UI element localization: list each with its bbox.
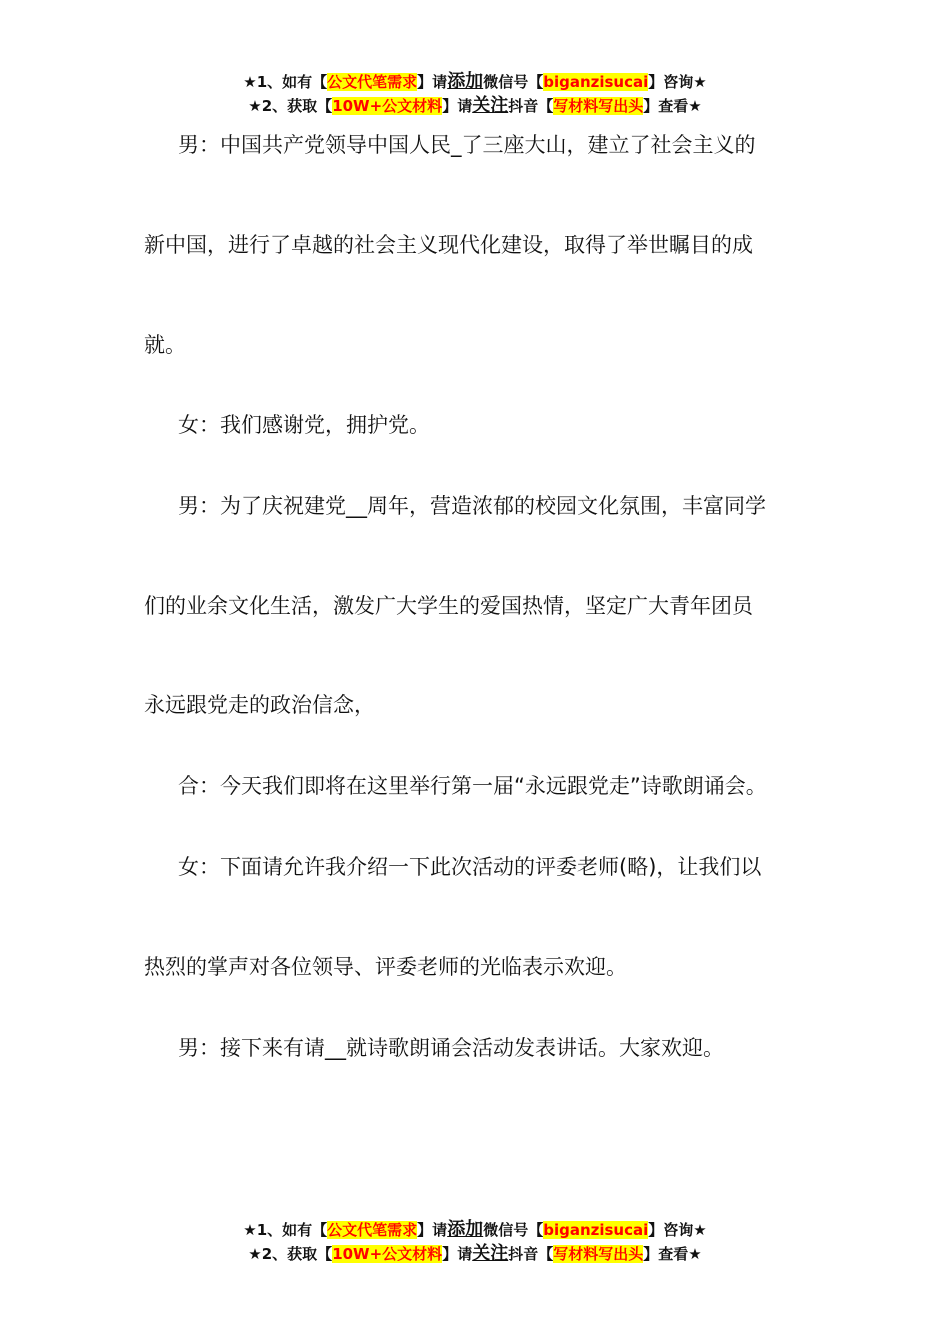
header-banner bbox=[0, 70, 950, 118]
banner-line-1 bbox=[0, 1218, 950, 1242]
banner-text: 抖音【 bbox=[508, 1245, 554, 1263]
paragraph-line: 男：中国共产党领导中国人民_了三座大山，建立了社会主义的 bbox=[178, 133, 756, 157]
banner-emphasis: 添加 bbox=[447, 71, 484, 92]
banner-highlight: biganzisucai bbox=[543, 1221, 649, 1239]
paragraph-line: 男：为了庆祝建党__周年，营造浓郁的校园文化氛围，丰富同学 bbox=[178, 494, 766, 518]
paragraph-line: 们的业余文化生活，激发广大学生的爱国热情，坚定广大青年团员 bbox=[144, 594, 753, 618]
footer-banner bbox=[0, 1218, 950, 1266]
paragraph-line: 合：今天我们即将在这里举行第一届“永远跟党走”诗歌朗诵会。 bbox=[178, 774, 767, 798]
banner-emphasis: 关注 bbox=[472, 95, 509, 116]
banner-text: 】请 bbox=[442, 97, 473, 115]
paragraph-line: 就。 bbox=[144, 333, 186, 357]
paragraph-line: 热烈的掌声对各位领导、评委老师的光临表示欢迎。 bbox=[144, 955, 627, 979]
banner-text: 微信号【 bbox=[483, 73, 544, 91]
banner-text: 】咨询★ bbox=[648, 1221, 707, 1239]
banner-text: 】请 bbox=[417, 1221, 448, 1239]
banner-highlight: 公文代笔需求 bbox=[327, 1221, 418, 1239]
banner-line-1 bbox=[0, 70, 950, 94]
banner-highlight: 写材料写出头 bbox=[553, 1245, 644, 1263]
banner-highlight: 公文代笔需求 bbox=[327, 73, 418, 91]
banner-text: 】查看★ bbox=[643, 1245, 702, 1263]
banner-text: 】查看★ bbox=[643, 97, 702, 115]
banner-text: 】请 bbox=[442, 1245, 473, 1263]
paragraph-line: 女：下面请允许我介绍一下此次活动的评委老师(略)，让我们以 bbox=[178, 855, 762, 879]
banner-text: 】咨询★ bbox=[648, 73, 707, 91]
paragraph-line: 永远跟党走的政治信念， bbox=[144, 693, 375, 717]
banner-text: 微信号【 bbox=[483, 1221, 544, 1239]
banner-highlight: 10W+公文材料 bbox=[332, 97, 443, 115]
banner-line-2 bbox=[0, 1242, 950, 1266]
banner-highlight: 10W+公文材料 bbox=[332, 1245, 443, 1263]
paragraph-line: 女：我们感谢党，拥护党。 bbox=[178, 413, 430, 437]
banner-text: 抖音【 bbox=[508, 97, 554, 115]
banner-highlight: 写材料写出头 bbox=[553, 97, 644, 115]
banner-text: ★1、如有【 bbox=[243, 1221, 328, 1239]
banner-line-2 bbox=[0, 94, 950, 118]
paragraph-line: 新中国，进行了卓越的社会主义现代化建设，取得了举世瞩目的成 bbox=[144, 233, 753, 257]
banner-text: ★2、获取【 bbox=[248, 97, 333, 115]
banner-highlight: biganzisucai bbox=[543, 73, 649, 91]
banner-emphasis: 添加 bbox=[447, 1219, 484, 1240]
banner-text: ★2、获取【 bbox=[248, 1245, 333, 1263]
banner-text: 】请 bbox=[417, 73, 448, 91]
paragraph-line: 男：接下来有请__就诗歌朗诵会活动发表讲话。大家欢迎。 bbox=[178, 1036, 724, 1060]
banner-text: ★1、如有【 bbox=[243, 73, 328, 91]
banner-emphasis: 关注 bbox=[472, 1243, 509, 1264]
